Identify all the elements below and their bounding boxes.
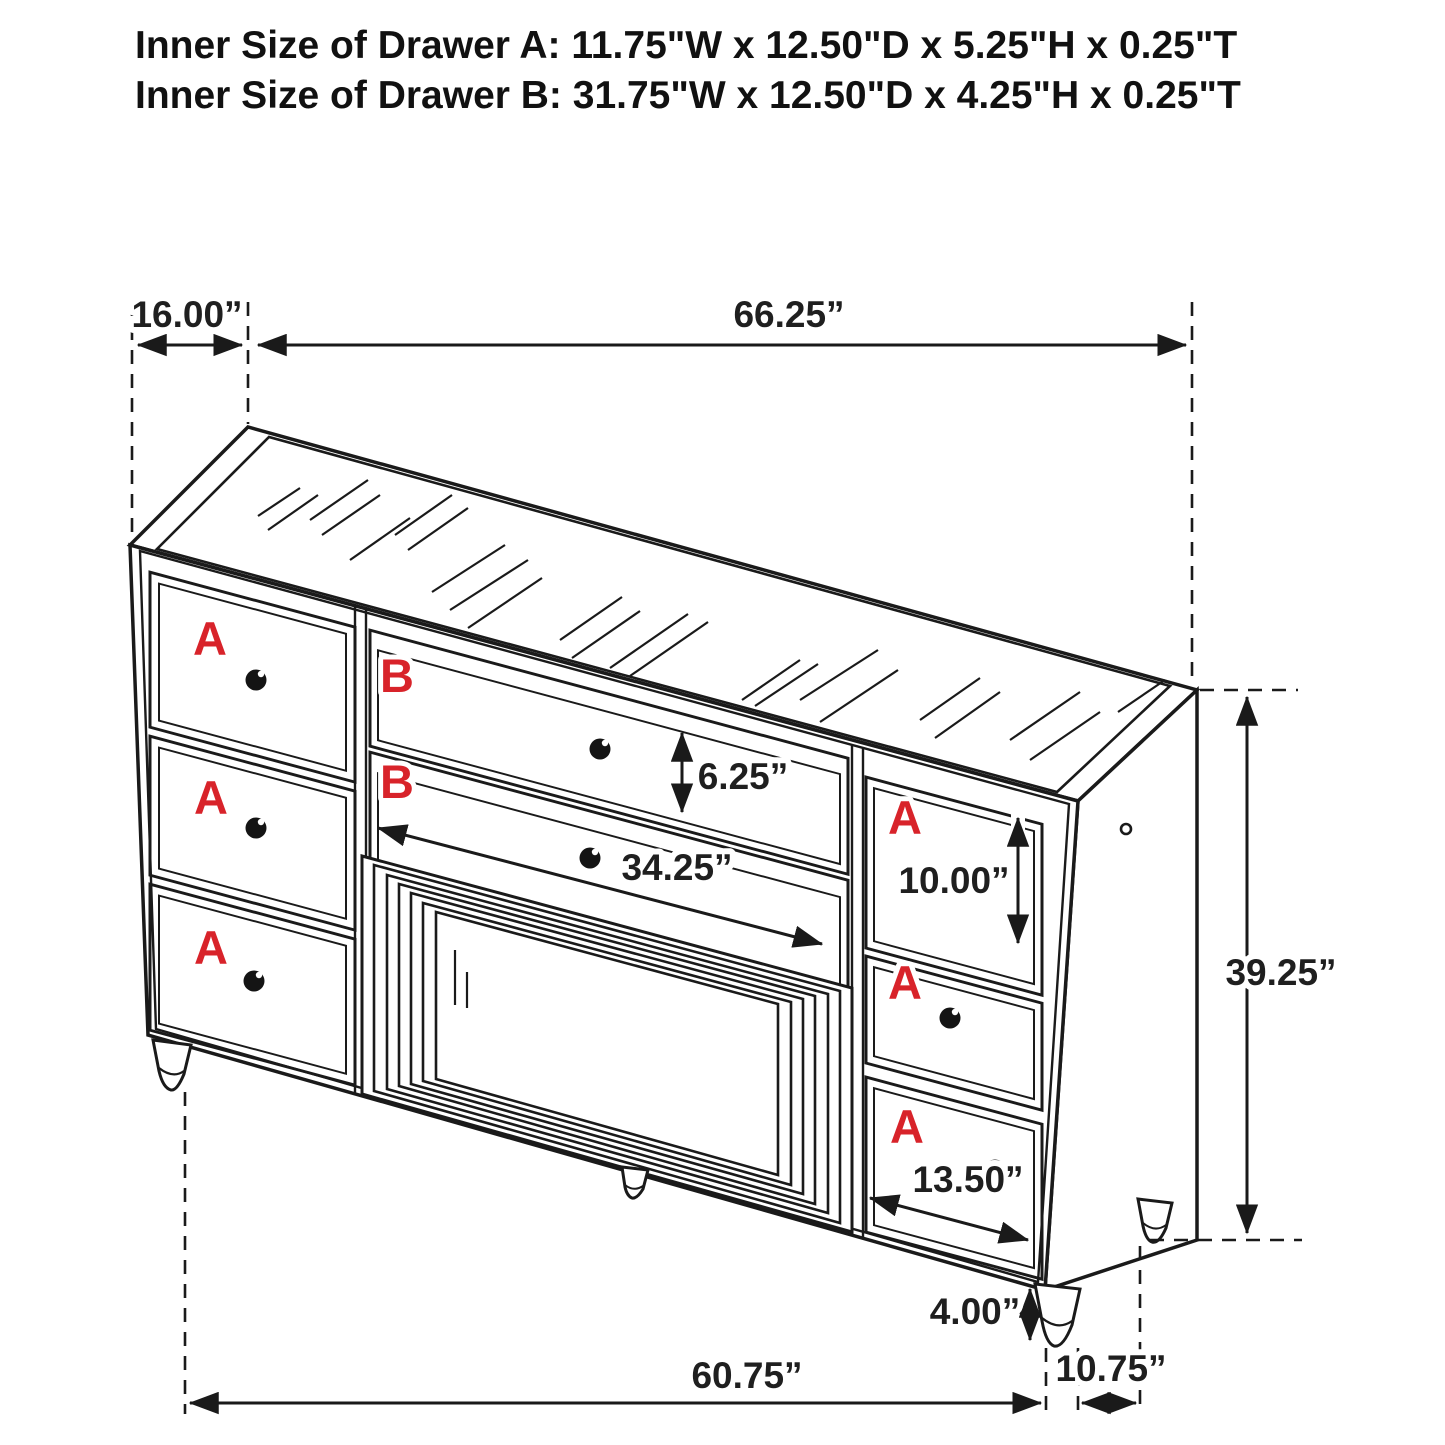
- dim-label-side-depth: 10.75”: [1055, 1348, 1167, 1389]
- knob-icon: [241, 813, 271, 843]
- knob-icon: [585, 734, 615, 764]
- dim-label-bottom-width: 60.75”: [691, 1355, 803, 1396]
- header-drawer-a-size: Inner Size of Drawer A: 11.75"W x 12.50"D x 5.25"H x 0.25"T: [135, 24, 1238, 67]
- dim-label-cabinet-height: 39.25”: [1225, 952, 1337, 993]
- dim-label-b-height: 6.25”: [697, 756, 789, 797]
- dim-label-a-bottom-height: 13.50”: [912, 1159, 1024, 1200]
- header-drawer-b-size: Inner Size of Drawer B: 31.75"W x 12.50"D x 4.25"H x 0.25"T: [135, 74, 1241, 117]
- front-left-leg: [153, 1040, 191, 1090]
- front-right-leg: [1035, 1284, 1080, 1346]
- label-drawer-b: B: [380, 755, 414, 808]
- label-drawer-a: A: [890, 1100, 924, 1153]
- label-drawer-a: A: [888, 791, 922, 844]
- dim-label-top-depth: 16.00”: [131, 294, 243, 335]
- middle-leg: [622, 1167, 648, 1198]
- dim-label-a-right-height: 10.00”: [898, 860, 1010, 901]
- label-drawer-b: B: [380, 649, 414, 702]
- dim-label-top-width: 66.25”: [733, 294, 845, 335]
- label-drawer-a: A: [194, 921, 228, 974]
- label-drawer-a: A: [193, 612, 227, 665]
- knob-icon: [575, 843, 605, 873]
- knob-icon: [239, 966, 269, 996]
- dim-label-leg-height: 4.00”: [929, 1291, 1021, 1332]
- label-drawer-a: A: [888, 956, 922, 1009]
- dim-label-b-width: 34.25”: [621, 847, 733, 888]
- knob-icon: [935, 1003, 965, 1033]
- knob-icon: [241, 665, 271, 695]
- label-drawer-a: A: [194, 771, 228, 824]
